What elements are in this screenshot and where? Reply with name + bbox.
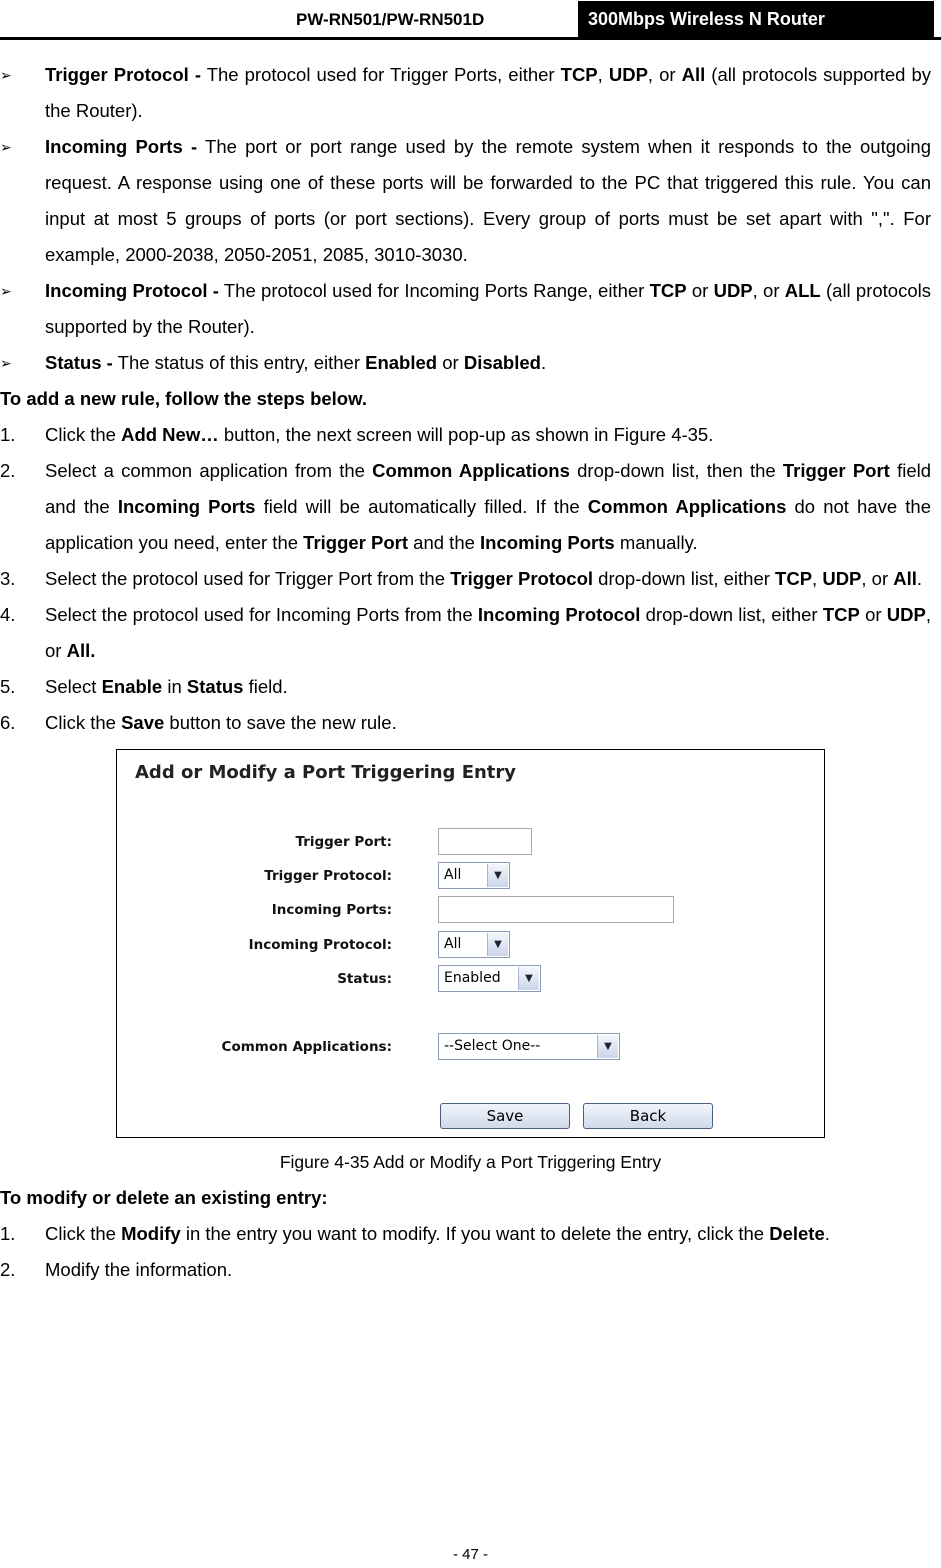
text-run: , [812, 568, 823, 589]
step-number: 1. [0, 424, 16, 445]
port-triggering-figure [116, 749, 825, 1138]
step-item [0, 1252, 931, 1288]
common-apps-label: Common Applications: [221, 1039, 392, 1055]
text-run: in the entry you want to modify. If you want to delete the entry, click the [180, 1223, 770, 1244]
bullet-lead: Incoming Protocol - [45, 280, 219, 301]
step-number: 6. [0, 712, 16, 733]
bullet-text [45, 57, 931, 129]
page-header [0, 0, 941, 40]
text-run: . [916, 568, 923, 589]
bullet-lead: Incoming Ports - [45, 136, 198, 157]
bullet-text [45, 129, 931, 273]
modify-entry-steps [0, 1216, 941, 1288]
bold-term: Enable [101, 676, 163, 697]
step-number: 3. [0, 568, 16, 589]
text-run: button to save the new rule. [164, 712, 397, 733]
incoming-protocol-label: Incoming Protocol: [248, 937, 392, 953]
bold-term: Trigger Protocol [450, 568, 594, 589]
trigger-port-label: Trigger Port: [295, 834, 392, 850]
bold-term: Modify [121, 1223, 181, 1244]
bold-term: All [681, 64, 706, 85]
add-rule-steps [0, 417, 941, 741]
step-text [45, 597, 931, 669]
common-apps-select[interactable] [438, 1033, 620, 1060]
status-select[interactable] [438, 965, 541, 992]
text-run: The status of this entry, either [112, 352, 366, 373]
step-number: 4. [0, 604, 16, 625]
bold-term: Disabled [463, 352, 541, 373]
bullet-lead: Status - [45, 352, 113, 373]
text-run: Select a common application from the [45, 460, 373, 481]
bold-term: Status [186, 676, 244, 697]
bold-term: Trigger Port [303, 532, 409, 553]
text-run: The protocol used for Trigger Ports, either [201, 64, 561, 85]
document-body [0, 57, 941, 1288]
text-run: Click the [45, 712, 122, 733]
common-apps-value: --Select One-- [444, 1038, 541, 1054]
text-run: Select the protocol used for Trigger Port from the [45, 568, 451, 589]
text-run: Click the [45, 424, 122, 445]
bold-term: Delete [769, 1223, 825, 1244]
text-run: drop-down list, either [593, 568, 776, 589]
page-number: - 47 - [452, 1546, 488, 1563]
text-run: field will be automatically filled. If the [255, 496, 588, 517]
text-run: The protocol used for Incoming Ports Range, either [218, 280, 650, 301]
bullet-item [0, 273, 931, 345]
text-run: in [162, 676, 187, 697]
bullet-item [0, 345, 931, 381]
step-text [45, 1252, 931, 1288]
arrow-bullet-icon: ➢ [0, 139, 12, 155]
text-run: , or [45, 604, 931, 661]
text-run: or [437, 352, 464, 373]
chevron-down-icon: ▼ [597, 1035, 618, 1058]
bold-term: Add New… [121, 424, 219, 445]
status-label: Status: [337, 971, 392, 987]
add-rule-heading: To add a new rule, follow the steps below. [0, 388, 367, 409]
incoming-ports-label: Incoming Ports: [271, 902, 392, 918]
chevron-down-icon: ▼ [518, 967, 539, 990]
step-item [0, 597, 931, 669]
trigger-port-input[interactable] [438, 828, 532, 855]
figure-caption: Figure 4-35 Add or Modify a Port Triggering Entry [279, 1152, 662, 1172]
text-run: . [824, 1223, 830, 1244]
bold-term: Common Applications [372, 460, 570, 481]
header-rule [0, 37, 941, 40]
incoming-ports-input[interactable] [438, 896, 674, 923]
bullet-text [45, 345, 931, 381]
header-product: 300Mbps Wireless N Router [578, 1, 934, 37]
text-run: , or [647, 64, 682, 85]
bold-term: TCP [649, 280, 687, 301]
trigger-protocol-label: Trigger Protocol: [264, 868, 392, 884]
text-run: button, the next screen will pop-up as shown in Figure 4-35. [218, 424, 714, 445]
text-run: Modify the information. [45, 1259, 233, 1280]
bold-term: TCP [560, 64, 598, 85]
bold-term: TCP [775, 568, 813, 589]
text-run: Select [45, 676, 102, 697]
bold-term: Incoming Protocol [477, 604, 641, 625]
step-item [0, 561, 931, 597]
step-text [45, 1216, 931, 1252]
modify-entry-heading: To modify or delete an existing entry: [0, 1187, 328, 1208]
text-run: or [686, 280, 714, 301]
text-run: drop-down list, then the [569, 460, 783, 481]
step-item [0, 453, 931, 561]
arrow-bullet-icon: ➢ [0, 67, 12, 83]
step-item [0, 705, 931, 741]
step-item [0, 1216, 931, 1252]
chevron-down-icon: ▼ [487, 933, 508, 956]
bold-term: Incoming Ports [117, 496, 256, 517]
text-run: drop-down list, either [640, 604, 823, 625]
figure-title: Add or Modify a Port Triggering Entry [135, 762, 517, 783]
trigger-protocol-value: All [444, 867, 462, 883]
chevron-down-icon: ▼ [487, 864, 508, 887]
text-run: , or [752, 280, 785, 301]
arrow-bullet-icon: ➢ [0, 283, 12, 299]
step-text [45, 561, 931, 597]
step-item [0, 417, 931, 453]
bullet-item [0, 129, 931, 273]
step-number: 1. [0, 1223, 16, 1244]
text-run: . [540, 352, 547, 373]
trigger-protocol-select[interactable] [438, 862, 510, 889]
bold-term: Incoming Ports [480, 532, 615, 553]
text-run: , [597, 64, 609, 85]
step-number: 2. [0, 460, 16, 481]
step-item [0, 669, 931, 705]
step-text [45, 417, 931, 453]
step-number: 5. [0, 676, 16, 697]
text-run: field and the [45, 460, 932, 517]
bold-term: Save [121, 712, 165, 733]
step-number: 2. [0, 1259, 16, 1280]
bullet-lead: Trigger Protocol - [45, 64, 201, 85]
arrow-bullet-icon: ➢ [0, 355, 12, 371]
bold-term: All [893, 568, 917, 589]
text-run: , or [861, 568, 894, 589]
bold-term: Common Applications [587, 496, 787, 517]
bold-term: ALL [784, 280, 821, 301]
bold-term: UDP [608, 64, 648, 85]
bold-term: All. [66, 640, 96, 661]
text-run: (all protocols supported by the Router). [45, 280, 931, 337]
bold-term: Enabled [365, 352, 438, 373]
field-descriptions [0, 57, 941, 381]
text-run: manually. [614, 532, 698, 553]
back-button[interactable]: Back [583, 1103, 713, 1129]
text-run: or [859, 604, 887, 625]
text-run: do not have the application you need, enter the [45, 496, 931, 553]
text-run: field. [243, 676, 288, 697]
step-text [45, 705, 931, 741]
save-button[interactable]: Save [440, 1103, 570, 1129]
header-model: PW-RN501/PW-RN501D [296, 10, 485, 29]
step-text [45, 453, 931, 561]
bold-term: UDP [886, 604, 926, 625]
bold-term: TCP [822, 604, 860, 625]
text-run: and the [408, 532, 481, 553]
text-run: Select the protocol used for Incoming Ports from the [45, 604, 478, 625]
incoming-protocol-select[interactable] [438, 931, 510, 958]
text-run: Click the [45, 1223, 122, 1244]
incoming-protocol-value: All [444, 936, 462, 952]
bold-term: UDP [822, 568, 862, 589]
text-run: The port or port range used by the remote system when it responds to the outgoing request. A response using one of these ports will be forwarded to the PC that triggered this rule. You can input at most 5 groups of ports (or port sections). Every group of ports must be set apart with ",". For example, 2000-2038, 2050-2051, 2085, 3010-3030. [45, 136, 931, 265]
step-text [45, 669, 931, 705]
bold-term: UDP [713, 280, 753, 301]
status-value: Enabled [444, 970, 501, 986]
bullet-item [0, 57, 931, 129]
text-run: (all protocols supported by the Router). [45, 64, 932, 121]
bullet-text [45, 273, 931, 345]
bold-term: Trigger Port [782, 460, 890, 481]
